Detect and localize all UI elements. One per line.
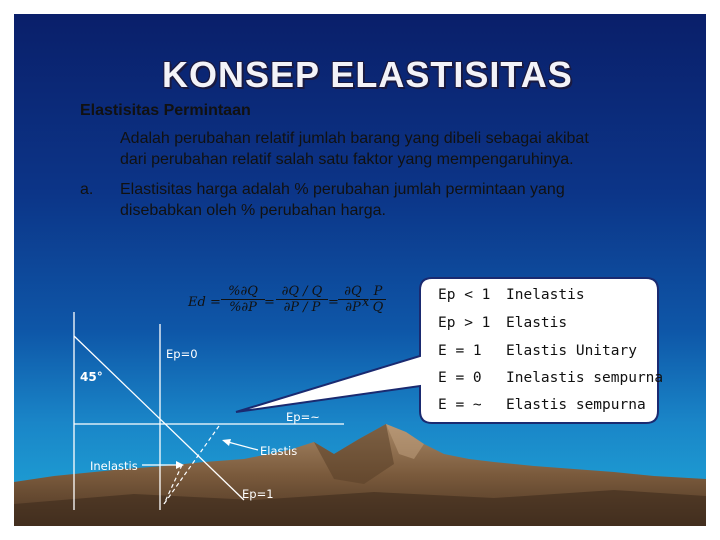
formula-f3-numerator: ∂Q	[338, 284, 368, 300]
formula-equals-1: =	[264, 295, 275, 310]
formula-f2-denominator: ∂P / P	[283, 300, 321, 315]
formula-times: x	[362, 295, 370, 310]
callout-cond-1: Ep < 1	[438, 287, 491, 303]
elastis-pointer	[228, 442, 258, 450]
subheading: Elastisitas Permintaan	[80, 102, 251, 119]
callout-label-3: Elastis Unitary	[506, 343, 637, 359]
graph-label-inelastis: Inelastis	[90, 459, 138, 473]
graph-label-ep-infinite: Ep=~	[286, 410, 320, 424]
callout-label-4: Inelastis sempurna	[506, 370, 664, 386]
elasticity-diagram	[14, 14, 706, 526]
slide-title: KONSEP ELASTISITAS	[162, 54, 573, 95]
graph-label-angle: 45°	[80, 370, 103, 384]
callout-cond-3: E = 1	[438, 343, 482, 359]
callout-cond-2: Ep > 1	[438, 315, 491, 331]
graph-label-elastis: Elastis	[260, 444, 298, 458]
callout-label-2: Elastis	[506, 315, 568, 331]
formula-f2-numerator: ∂Q / Q	[276, 284, 328, 300]
formula-lhs: Ed =	[188, 295, 221, 310]
callout-cond-4: E = 0	[438, 370, 482, 386]
item-a-line-2: disebabkan oleh % perubahan harga.	[120, 202, 386, 219]
inelastis-arrowhead	[176, 461, 184, 469]
formula-f1-numerator: %∂Q	[221, 284, 265, 300]
callout-label-1: Inelastis	[506, 287, 585, 303]
elastis-arrowhead	[222, 439, 231, 446]
inelastic-dashed-line	[164, 465, 182, 504]
formula-f3-denominator: ∂P	[345, 300, 361, 315]
formula-f4-numerator: P	[370, 284, 386, 300]
item-a-marker: a.	[80, 181, 94, 198]
item-a-line-1: Elastisitas harga adalah % perubahan jumlah permintaan yang	[120, 181, 565, 198]
callout-label-5: Elastis sempurna	[506, 397, 646, 413]
slide	[14, 14, 706, 526]
callout-cond-5: E = ~	[438, 397, 482, 413]
formula-f1-denominator: %∂P	[229, 300, 257, 315]
graph-label-ep0: Ep=0	[166, 347, 198, 361]
formula-f4-denominator: Q	[372, 300, 384, 315]
definition-line-2: dari perubahan relatif salah satu faktor yang mempengaruhinya.	[120, 151, 574, 168]
graph-label-ep1: Ep=1	[242, 487, 274, 501]
demand-curve-unitary	[74, 336, 244, 500]
definition-line-1: Adalah perubahan relatif jumlah barang yang dibeli sebagai akibat	[120, 130, 589, 147]
formula-equals-2: =	[328, 295, 339, 310]
